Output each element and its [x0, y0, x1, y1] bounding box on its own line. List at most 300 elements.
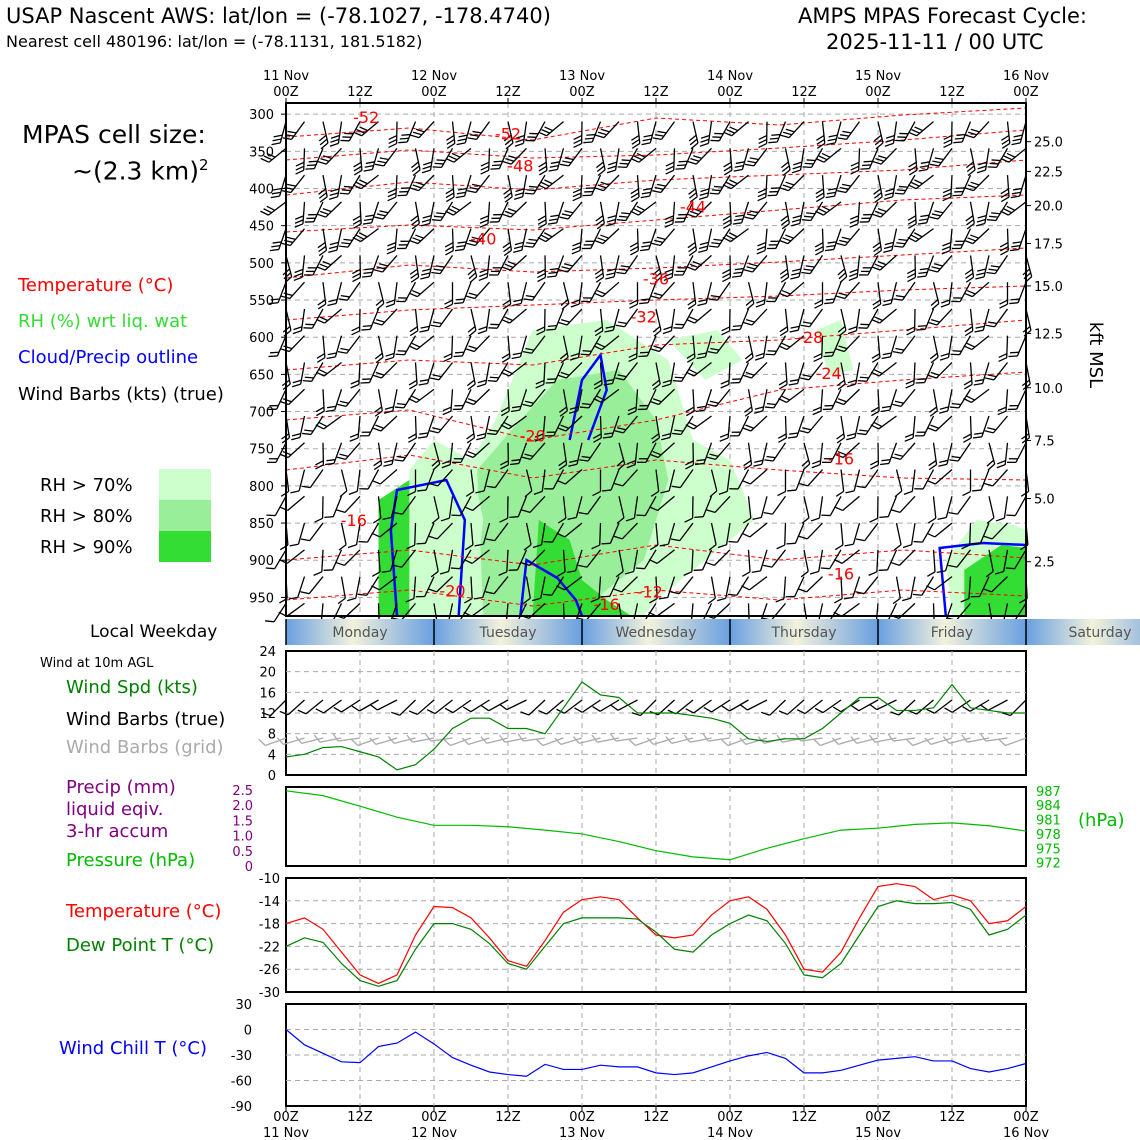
wind-barb: [334, 577, 346, 604]
barb-flag: [800, 571, 809, 576]
wind-barb: [851, 148, 860, 174]
sfc-barb-grid: [740, 730, 767, 745]
barb-flag: [630, 247, 638, 251]
wind-barb: [756, 281, 767, 308]
wind-barb: [942, 228, 952, 255]
barb-flag: [538, 216, 546, 220]
wind-barb: [951, 278, 970, 305]
sfc-barb-true: [391, 694, 415, 718]
barb-flag: [846, 436, 855, 442]
wind-barb: [571, 281, 582, 308]
precip-ytick-0.5: 0.5: [232, 844, 253, 860]
barb-flag: [513, 249, 522, 255]
barb-flag: [397, 245, 406, 252]
wind-barb: [685, 282, 696, 309]
barb-flag: [856, 536, 865, 544]
windchill-ytick--30: -30: [230, 1049, 252, 1064]
barb-flag: [884, 195, 893, 200]
barb-flag: [909, 170, 917, 175]
barb-flag: [631, 193, 639, 198]
wind-barb: [537, 148, 547, 175]
wind-barb: [926, 443, 938, 470]
barb-flag: [888, 733, 893, 741]
barb-flag: [778, 438, 786, 442]
barb-flag: [872, 354, 880, 359]
barb-flag: [799, 481, 808, 489]
barb-flag: [701, 134, 709, 139]
barb-flag: [304, 271, 313, 278]
wind-barb: [581, 278, 600, 305]
barb-shaft: [949, 738, 970, 743]
barb-flag: [480, 219, 488, 224]
wind-barb: [454, 279, 471, 306]
barb-flag: [757, 246, 765, 251]
barb-flag: [352, 269, 360, 273]
wind-barb: [385, 334, 397, 361]
barb-flag: [697, 302, 706, 308]
barb-flag: [268, 353, 277, 360]
barb-shaft: [507, 700, 527, 710]
wind-barb: [325, 440, 341, 467]
barb-flag: [673, 324, 682, 331]
barb-flag: [813, 411, 821, 416]
wind-barb: [810, 548, 822, 575]
bottom-hour-label: 00Z: [717, 1110, 743, 1125]
wind-barb: [732, 253, 748, 280]
barb-flag: [539, 170, 547, 175]
barb-flag: [581, 298, 590, 305]
barb-flag: [1010, 247, 1019, 253]
barb-flag: [886, 134, 894, 139]
barb-flag: [348, 544, 357, 549]
wind-barb: [926, 282, 940, 309]
wind-barb: [764, 438, 785, 464]
barb-flag: [664, 326, 672, 331]
barb-flag: [796, 733, 801, 741]
barb-shaft: [899, 550, 915, 566]
barb-flag: [352, 704, 359, 713]
barb-shaft: [795, 523, 804, 543]
wind-barb: [938, 441, 952, 468]
xs-kft-5.0: 5.0: [1034, 492, 1055, 508]
barb-flag: [386, 303, 394, 308]
barb-flag: [618, 163, 627, 170]
barb-flag: [295, 269, 303, 274]
barb-flag: [759, 135, 767, 139]
barb-flag: [446, 193, 454, 198]
barb-flag: [722, 277, 730, 281]
wind-barb: [430, 411, 453, 436]
barb-flag: [940, 405, 949, 410]
wind-barb: [302, 465, 323, 491]
legend-wind-speed: Wind Spd (kts): [66, 677, 198, 698]
wind-barb: [488, 358, 508, 384]
wind-barb: [352, 255, 360, 281]
wind-barb: [408, 362, 418, 388]
wind-barb: [985, 358, 1007, 383]
wind-barb: [433, 144, 453, 171]
wind-barb: [373, 303, 397, 327]
barb-flag: [949, 509, 958, 517]
wind-barb: [963, 470, 971, 496]
barb-flag: [361, 379, 370, 386]
wind-barb: [358, 572, 379, 598]
barb-flag: [389, 143, 397, 147]
barb-flag: [886, 138, 894, 143]
wind-barb: [833, 255, 847, 282]
sfc-barb-true: [445, 693, 471, 714]
wind-barb: [653, 117, 675, 143]
wind-barb: [419, 360, 434, 387]
barb-flag: [793, 161, 802, 166]
wind-barb: [757, 228, 767, 255]
legend-temp: Temperature (°C): [66, 901, 222, 922]
wind-barb: [445, 229, 454, 255]
barb-flag: [296, 162, 304, 166]
xs-ytick-550: 550: [249, 294, 274, 310]
barb-shaft: [579, 738, 600, 743]
barb-flag: [907, 277, 915, 281]
barb-flag: [731, 379, 740, 386]
wind-barb: [707, 384, 730, 409]
barb-shaft: [865, 523, 878, 541]
wind-level-label: Wind at 10m AGL: [40, 656, 154, 671]
legend-rh90-label: RH > 90%: [40, 537, 133, 558]
xs-kft-25.0: 25.0: [1034, 135, 1063, 151]
barb-flag: [1011, 194, 1020, 200]
barb-flag: [972, 487, 981, 494]
wind-barb: [513, 227, 526, 254]
wind-barb: [432, 198, 453, 224]
sfc-barb-true: [650, 694, 675, 717]
legend-rh70-label: RH > 70%: [40, 475, 133, 496]
wind-barb: [490, 145, 508, 172]
barb-flag: [583, 192, 592, 199]
wind-barb: [801, 304, 823, 330]
sfc-barb-true: [944, 693, 970, 714]
temp-label-8: -24: [815, 363, 842, 383]
wind-barb: [315, 443, 323, 469]
wind-barb: [940, 334, 952, 361]
barb-flag: [915, 432, 924, 439]
pressure-ytick-981: 981: [1036, 813, 1061, 829]
wind-barb: [895, 171, 915, 197]
barb-flag: [331, 134, 339, 139]
bottom-hour-label: 12Z: [347, 1110, 373, 1125]
barb-flag: [420, 275, 429, 281]
barb-flag: [611, 733, 616, 741]
barb-flag: [265, 617, 274, 625]
barb-flag: [398, 139, 407, 146]
barb-flag: [908, 708, 916, 717]
xs-ytick-600: 600: [249, 331, 274, 347]
sfc-barb-true: [280, 694, 305, 717]
precip-ytick-1.5: 1.5: [232, 814, 253, 830]
wind-barb: [999, 335, 1008, 361]
wind-barb: [549, 146, 564, 173]
barb-flag: [525, 137, 534, 144]
barb-flag: [330, 191, 339, 196]
barb-flag: [538, 708, 546, 717]
wind-barb: [362, 253, 378, 280]
sfc-barb-grid: [888, 730, 915, 742]
wind-barb: [525, 118, 545, 145]
wind-barb: [778, 148, 791, 175]
barb-flag: [296, 170, 304, 174]
barb-flag: [385, 356, 394, 361]
wind-barb: [281, 330, 305, 354]
barb-shaft: [761, 496, 767, 517]
wind-barb: [704, 577, 716, 604]
sfc-barb-true: [891, 694, 915, 718]
barb-flag: [538, 220, 546, 224]
sfc-barb-grid: [925, 730, 952, 745]
wind-barb: [1018, 470, 1029, 497]
wind-barb: [709, 224, 730, 250]
cell-size-text: ~(2.3 km): [72, 156, 199, 186]
barb-shaft: [380, 470, 397, 484]
wind-barb: [858, 305, 878, 332]
wind-barb: [717, 575, 730, 602]
wind-barb: [500, 229, 512, 256]
wind-barb: [859, 252, 878, 279]
barb-flag: [977, 218, 986, 223]
wind-barb: [849, 255, 860, 282]
wind-barb: [315, 496, 323, 522]
barb-shaft: [657, 603, 675, 616]
barb-shaft: [934, 496, 936, 518]
barb-flag: [360, 432, 369, 439]
barb-flag: [488, 324, 497, 331]
sfc-barb-true: [1002, 694, 1026, 718]
barb-shaft: [299, 470, 304, 491]
barb-flag: [538, 162, 546, 167]
sfc-barb-true: [779, 694, 804, 717]
barb-flag: [787, 487, 796, 494]
barb-flag: [547, 273, 556, 279]
barb-flag: [1021, 491, 1029, 496]
barb-shaft: [275, 550, 286, 569]
barb-shaft: [288, 496, 305, 510]
xs-ytick-900: 900: [249, 554, 274, 570]
barb-flag: [324, 514, 333, 521]
barb-flag: [423, 214, 432, 219]
wind-barb: [850, 201, 860, 227]
barb-shaft: [857, 738, 878, 743]
barb-flag: [703, 733, 708, 741]
wind-barb: [728, 572, 749, 598]
barb-flag: [296, 166, 304, 170]
wind-barb: [837, 224, 860, 249]
barb-flag: [905, 433, 913, 438]
barb-flag: [608, 214, 617, 219]
barb-flag: [445, 189, 453, 194]
barb-flag: [315, 461, 323, 465]
wind-barb: [963, 309, 974, 336]
wind-barb: [884, 174, 896, 201]
barb-flag: [850, 215, 858, 220]
barb-flag: [720, 433, 728, 438]
bottom-day-label: 16 Nov: [1002, 1126, 1050, 1140]
barb-flag: [583, 139, 592, 146]
barb-shaft: [897, 523, 902, 545]
sfc-barb-true: [316, 694, 342, 716]
barb-flag: [895, 137, 904, 144]
barb-flag: [573, 197, 581, 201]
wind-barb: [1000, 122, 1011, 149]
barb-flag: [845, 489, 854, 495]
wind-barb: [811, 495, 823, 522]
sfc-barb-grid: [370, 730, 397, 745]
barb-shaft: [302, 738, 323, 743]
barb-flag: [963, 492, 971, 496]
barb-shaft: [854, 470, 859, 491]
barb-flag: [870, 461, 878, 465]
wind-barb: [337, 438, 360, 463]
wind-barb: [642, 120, 656, 147]
wind-barb: [963, 148, 976, 175]
temp-label-2: -48: [507, 156, 534, 176]
wind-barb: [870, 496, 878, 522]
barb-flag: [763, 562, 772, 570]
wind-barb: [556, 282, 570, 309]
barb-flag: [793, 165, 802, 170]
barb-flag: [973, 434, 982, 440]
barb-flag: [722, 327, 730, 331]
xs-ytick-800: 800: [249, 479, 274, 495]
wind-barb: [941, 281, 952, 308]
wind-barb: [846, 414, 859, 441]
wind-barb: [383, 441, 397, 468]
barb-flag: [833, 705, 841, 714]
barb-flag: [267, 459, 276, 466]
wind-barb: [595, 169, 619, 193]
wind-barb: [293, 308, 305, 335]
barb-flag: [870, 465, 878, 469]
temp-ytick--22: -22: [258, 940, 280, 956]
barb-flag: [1008, 353, 1017, 360]
top-day-label: 16 Nov: [1002, 69, 1050, 84]
sfc-barb-grid: [573, 730, 600, 744]
wind-barb: [455, 226, 471, 253]
wind-barb: [780, 169, 804, 193]
barb-flag: [422, 169, 431, 174]
wind-barb: [975, 254, 989, 281]
barb-flag: [502, 354, 510, 359]
wind-barb: [882, 280, 896, 307]
wind-barb: [1000, 282, 1008, 308]
wind-barb: [1018, 416, 1030, 443]
barb-flag: [389, 139, 397, 143]
wind-barb: [930, 144, 952, 170]
wind-barb: [548, 199, 564, 226]
barb-flag: [872, 358, 880, 363]
wind-barb: [845, 468, 859, 495]
wind-barb: [281, 277, 304, 302]
sfc-barb-true: [704, 693, 730, 714]
weekday-label: Local Weekday: [90, 622, 218, 642]
temp-label-15: -16: [827, 564, 855, 584]
wind-barb: [963, 416, 972, 442]
barb-flag: [978, 214, 987, 219]
barb-flag: [788, 434, 797, 440]
barb-flag: [835, 545, 843, 550]
barb-flag: [305, 218, 314, 225]
barb-flag: [851, 162, 859, 166]
wind-barb: [444, 335, 453, 361]
barb-flag: [757, 250, 765, 255]
wind-barb: [743, 303, 767, 327]
barb-flag: [722, 269, 730, 273]
barb-flag: [549, 167, 558, 173]
wind-barb: [753, 494, 767, 521]
barb-flag: [295, 215, 303, 220]
wind-barb: [752, 547, 767, 574]
wind-barb: [295, 201, 305, 227]
sfc-barb-grid: [851, 730, 878, 744]
xs-kft-17.5: 17.5: [1034, 237, 1063, 253]
barb-flag: [908, 220, 916, 224]
xs-ytick-300: 300: [249, 108, 274, 124]
wind-barb: [595, 116, 619, 140]
wind-barb: [445, 122, 456, 149]
wind-barb: [478, 308, 490, 335]
wind-barb: [700, 120, 712, 147]
wind-barb: [827, 120, 841, 147]
barb-flag: [943, 197, 951, 201]
barb-shaft: [1015, 496, 1026, 515]
weekday-bar: [286, 619, 1140, 645]
barb-flag: [942, 242, 950, 247]
bottom-day-label: 14 Nov: [706, 1126, 754, 1140]
wind-barb: [289, 574, 305, 601]
barb-flag: [759, 139, 767, 143]
wind-barb: [301, 518, 323, 544]
top-hour-label: 12Z: [347, 85, 373, 100]
barb-flag: [478, 379, 487, 384]
barb-flag: [290, 489, 299, 495]
wind-barb: [821, 492, 841, 519]
barb-shaft: [310, 470, 323, 488]
barb-flag: [908, 162, 916, 167]
wind-barb: [986, 251, 1007, 277]
barb-flag: [757, 242, 765, 247]
bottom-hour-label: 12Z: [643, 1110, 669, 1125]
wind-barb: [489, 252, 508, 279]
barb-flag: [525, 190, 534, 198]
wind-barb: [630, 282, 638, 308]
barb-flag: [816, 193, 824, 198]
barb-shaft: [897, 577, 901, 599]
wind-barb: [778, 309, 789, 336]
sfc-barb-true: [574, 693, 600, 714]
wind-barb: [926, 389, 938, 416]
wind-barb: [929, 250, 952, 275]
wind-barb: [408, 416, 417, 442]
sfc-barb-true: [833, 693, 859, 714]
wind-barb: [972, 467, 989, 494]
sfc-barb-true: [521, 694, 545, 718]
wind-barb: [826, 173, 841, 200]
wind-barb: [315, 336, 325, 363]
sfc-barb-true: [632, 694, 656, 718]
wind-barb: [384, 388, 397, 415]
wind-barb: [278, 362, 291, 389]
bottom-hour-label: 00Z: [1013, 1110, 1039, 1125]
wind-barb: [371, 282, 385, 309]
wind-barb: [374, 197, 397, 222]
barb-shaft: [672, 738, 693, 743]
